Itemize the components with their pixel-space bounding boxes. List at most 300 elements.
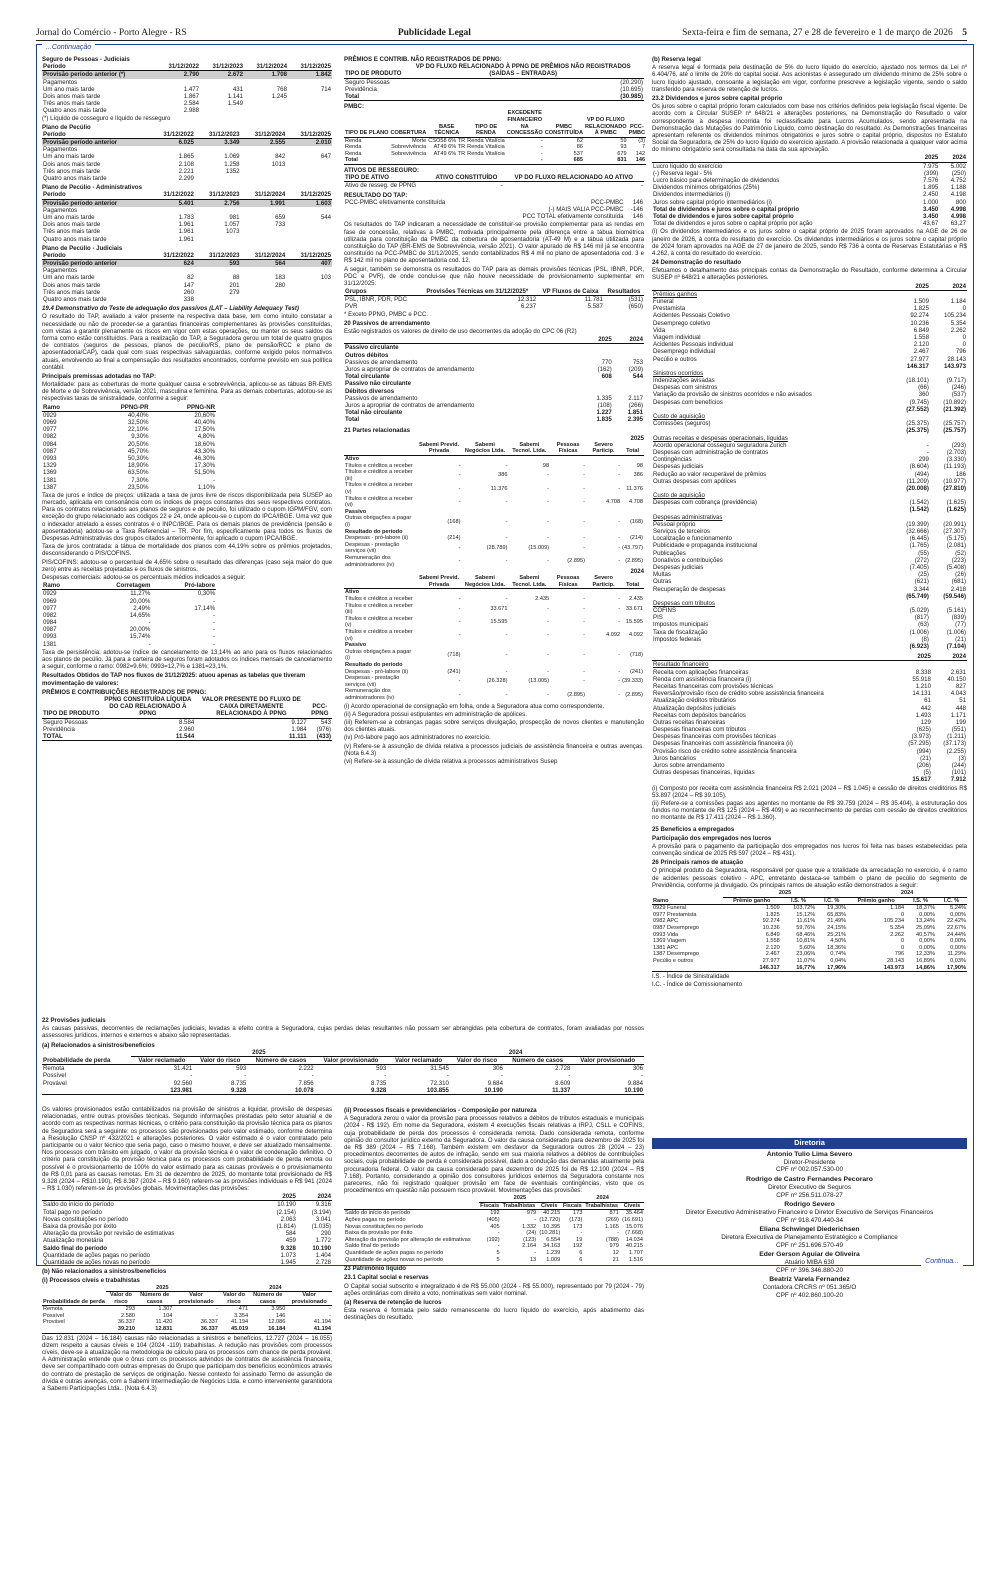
table-row xyxy=(652,676,967,683)
table-header-cell xyxy=(344,442,417,456)
table-cell: 59,76% xyxy=(796,924,816,931)
table-cell: 22,67% xyxy=(947,924,966,931)
table-cell: 1.558 xyxy=(913,333,929,341)
table-cell: (26) xyxy=(955,571,966,579)
table-cell: 338 xyxy=(183,296,194,303)
table-cell xyxy=(582,380,613,387)
table-cell: Redução ao valor recuperável de prêmios xyxy=(653,470,767,478)
table-row xyxy=(42,289,332,296)
table-row xyxy=(344,1243,644,1250)
table-cell: PCC-PMBC efetivamente constituída xyxy=(345,198,446,206)
table-cell: Outras obrigações a pagar (i) xyxy=(345,648,412,662)
table-cell: (1.814) xyxy=(276,1223,296,1230)
table-cell: 10.190 xyxy=(571,1087,644,1095)
table-cell: 40,57% xyxy=(916,931,935,938)
table-cell: Localização e funcionamento xyxy=(653,535,732,543)
table-row xyxy=(344,416,644,423)
seguro-judiciais-table xyxy=(42,63,332,114)
director-role: Diretor Executivo de Seguros xyxy=(767,1183,852,1191)
table-cell xyxy=(244,79,288,86)
table-cell: 11,29% xyxy=(947,951,966,958)
table-cell: 1.188 xyxy=(950,184,966,192)
table-cell: 12.831 xyxy=(136,1326,173,1333)
table-cell: Desemprego individual xyxy=(653,348,715,356)
table-cell: - xyxy=(505,498,508,505)
table-cell: 33.671 xyxy=(625,605,643,612)
table-cell: (10.695) xyxy=(620,85,643,93)
table-header-cell: I.S. % xyxy=(781,897,817,905)
table-cell: 23,06% xyxy=(796,951,816,958)
table-row xyxy=(42,93,332,100)
table-cell: Títulos e créditos a receber (v) xyxy=(345,482,413,495)
table-cell xyxy=(613,388,644,395)
table-cell: (43.797) xyxy=(622,545,643,552)
table-cell: 146 xyxy=(632,198,643,206)
table-cell: CSO58 6% TR xyxy=(428,137,466,144)
table-header-cell: Valor reclamado xyxy=(131,1056,194,1064)
table-cell: - xyxy=(458,691,461,698)
table-cell xyxy=(582,388,613,395)
table-cell: 5.354 xyxy=(890,924,905,931)
table-cell: 11.544 xyxy=(100,733,195,741)
table-cell: Total de dividendos e juros sobre o capital próprio xyxy=(653,205,800,213)
table-cell: 40.150 xyxy=(947,675,966,683)
table-cell: 105.234 xyxy=(883,918,905,925)
table-cell: - xyxy=(534,1250,537,1256)
table-cell: (8.604) xyxy=(909,463,929,471)
table-row xyxy=(42,590,216,598)
table-cell: 1.961 xyxy=(178,235,194,243)
table-cell: 5.354 xyxy=(950,319,966,327)
page-header xyxy=(36,28,967,41)
table-row xyxy=(344,303,644,310)
table-cell: - xyxy=(618,462,621,469)
table-row xyxy=(344,352,644,359)
table-cell: 4.092 xyxy=(606,632,621,639)
peculio-title: Plano de Pecúlio xyxy=(42,123,91,131)
reserva-legal-paragraph: A reserva legal é formada pela destinação de 5% do lucro líquido do exercício, ajustado nos termos da Lei nº 6.404/76, até o limite de 20% do capital social. Aos acionistas é assegurado um dividendo mínimo de 25% sobre o lucro líquido ajustado, consoante a legislação em vigor, conforme prescreve a legislação vigente, sendo o saldo transferido para reserva de retenção de lucros. xyxy=(652,64,967,93)
table-cell: Provável xyxy=(43,1319,65,1326)
column-3 xyxy=(652,54,967,990)
table-cell: 186 xyxy=(955,470,966,478)
table-header-cell: 2024 xyxy=(939,154,967,162)
table-row xyxy=(344,542,644,555)
table-row xyxy=(344,1230,644,1237)
table-cell: Ações pagas no período xyxy=(345,1217,406,1224)
table-cell: Quatro anos mais tarde xyxy=(43,175,107,182)
table-header-cell: Corretagem xyxy=(80,582,152,590)
table-cell xyxy=(288,79,332,86)
table-cell: 5,60% xyxy=(799,944,816,951)
table-cell: 12 xyxy=(612,1250,619,1256)
table-cell: 770 xyxy=(601,358,612,366)
table-cell: Passivo xyxy=(345,508,367,515)
table-row xyxy=(42,619,216,626)
table-header-cell: Sabemi Negócios Ltda. xyxy=(461,575,508,589)
table-header-cell: Período xyxy=(42,252,149,260)
table-row xyxy=(652,220,967,227)
table-cell: 2.631 xyxy=(950,668,966,676)
table-row xyxy=(42,1223,332,1230)
table-cell: - xyxy=(618,535,621,542)
table-cell: (537) xyxy=(951,391,966,399)
table-header-cell: Período xyxy=(42,63,156,71)
table-row xyxy=(652,427,967,434)
table-cell: 543 xyxy=(320,718,331,726)
table-header-cell: COBERTURA xyxy=(390,110,428,137)
table-cell xyxy=(930,290,967,298)
table-cell: (3) xyxy=(958,754,966,762)
table-cell xyxy=(461,529,508,536)
table-cell: - xyxy=(540,137,543,144)
table-cell xyxy=(390,157,428,164)
table-cell: 564 xyxy=(241,260,287,268)
table-cell: 1.825 xyxy=(765,911,780,918)
table-cell: Desemprego coletivo xyxy=(653,319,711,327)
ramos-title: 26 Principais ramos de atuação xyxy=(652,859,744,867)
table-row xyxy=(652,571,967,578)
table-cell: - xyxy=(547,472,550,479)
table-row xyxy=(652,499,967,506)
table-cell: Baixa da provisão por êxito xyxy=(345,1230,413,1237)
table-row xyxy=(344,344,644,352)
table-cell: Pecúlio e outros xyxy=(653,355,697,363)
table-cell xyxy=(149,267,195,274)
table-header-cell: Cíveis xyxy=(620,1202,644,1210)
table-cell: 2.117 xyxy=(628,394,643,402)
table-row xyxy=(652,384,967,391)
table-header-cell: Prêmio ganho xyxy=(723,897,781,905)
table-cell xyxy=(417,456,462,463)
table-cell: 981 xyxy=(229,213,240,221)
table-header-row xyxy=(344,174,644,182)
table-header-row xyxy=(344,288,644,296)
table-cell: 360 xyxy=(918,391,929,399)
resultado-tap-table xyxy=(344,199,644,221)
director-role: CPF nº 918.470.440-34 xyxy=(776,1216,843,1224)
table-cell: Serviços de terceiros xyxy=(653,528,710,535)
table-cell xyxy=(582,352,613,359)
table-cell: Custo de aquisição xyxy=(653,413,705,420)
table-cell: Três anos mais tarde xyxy=(43,288,101,296)
table-cell xyxy=(586,456,621,463)
table-cell: (650) xyxy=(628,303,643,311)
table-header-cell: Valor do risco xyxy=(219,1292,249,1306)
table-cell xyxy=(508,589,550,596)
table-cell: 12.312 xyxy=(517,296,537,304)
table-cell: 45,70% xyxy=(127,447,149,455)
table-row xyxy=(42,1209,332,1216)
table-cell: 1.509 xyxy=(765,905,780,912)
table-cell: 9.316 xyxy=(315,1201,331,1209)
table-cell: (108) xyxy=(597,401,612,409)
table-cell: 4.752 xyxy=(950,177,966,184)
table-cell: 3.041 xyxy=(315,1215,331,1223)
wide-right-column xyxy=(344,1105,644,1323)
table-cell: 2.467 xyxy=(913,348,929,356)
table-cell: Recuperação de despesas xyxy=(653,585,726,593)
table-row xyxy=(42,1072,644,1079)
table-cell: 5.002 xyxy=(950,162,966,170)
table-cell: Um ano mais tarde xyxy=(43,85,95,93)
table-cell: - xyxy=(505,652,508,659)
table-row xyxy=(42,199,332,207)
table-cell: - xyxy=(212,640,215,648)
table-cell xyxy=(893,514,930,521)
director-role: CPF nº 251.696.570-49 xyxy=(776,1241,843,1249)
table-cell: (976) xyxy=(316,725,331,733)
table-cell: (817) xyxy=(914,614,929,622)
table-cell: 18,36% xyxy=(827,944,847,951)
table-cell: 15,12% xyxy=(796,911,816,918)
table-header-cell: Valor do risco xyxy=(450,1056,504,1064)
table-row xyxy=(344,151,646,158)
table-header-row xyxy=(652,283,967,291)
table-header-cell xyxy=(344,575,417,589)
dre-paragraph: Efetuamos o detalhamento das principais contas da Demonstração do Resultado, conforme determina a Circular SUSEP nº 648/21 e alterações posteriores. xyxy=(652,267,967,282)
year-band-cell: 2025 xyxy=(131,1049,388,1057)
table-header-cell: PPNG CONSTITUÍDA LÍQUIDA DO CAD RELACIONADO À PPNG xyxy=(100,696,195,718)
table-cell: 147 xyxy=(183,281,194,289)
table-cell: (6.445) xyxy=(909,535,929,543)
provisoes-judiciais-section xyxy=(42,1015,644,1095)
table-cell: (5.161) xyxy=(946,607,966,615)
table-cell: 3.344 xyxy=(913,585,929,593)
table-header-cell: Fiscais xyxy=(562,1202,582,1209)
table-header-cell: Fiscais xyxy=(480,1202,500,1209)
table-cell: 0969 xyxy=(43,419,57,426)
table-row xyxy=(344,157,646,164)
table-cell: - xyxy=(583,605,586,612)
table-cell: 1.335 xyxy=(596,394,612,402)
table-cell: 146 xyxy=(276,1312,286,1319)
table-cell: 24,44% xyxy=(947,931,966,938)
table-cell: (16.691) xyxy=(622,1217,643,1224)
table-cell: Taxa de fiscalização xyxy=(653,628,708,636)
table-cell: Viagem individual xyxy=(653,333,701,341)
table-cell xyxy=(893,370,930,377)
table-cell: Passivo não circulante xyxy=(345,380,412,388)
table-cell: 32,50% xyxy=(127,419,149,426)
table-cell xyxy=(508,509,550,516)
table-cell: 0,00% xyxy=(950,938,966,945)
table-cell: 1.783 xyxy=(178,213,194,221)
table-cell xyxy=(286,267,332,274)
table-cell: 8.609 xyxy=(555,1079,571,1087)
table-row xyxy=(344,1210,644,1217)
table-header-cell: TIPO DE PLANO xyxy=(344,110,390,137)
resultado-tap-paragraph: Os resultados do TAP indicaram a necessidade de constituir-se provisão complementar para as rendas em fase de concessão, relativas à PMBC, motivada principalmente pela diferença entre a tábua biométrica utilizada para constituição da PMBC da cobertura de aposentadoria (AT-49 M) e a tábua utilizada para constituição do TAP (BR-EMS de Sobrevivência, versão 2021). O valor apurado de R$ 146 mil já se encontra constituído na PCC-PMBC de 31/12/2025, sendo contabilizados R$ 4 mil no plano de aposentadoria cod. 3 e R$ 142 mil no plano de aposentadoria cod. 12. xyxy=(344,221,644,265)
table-cell: Provisão período anterior xyxy=(42,199,149,207)
table-row xyxy=(652,690,967,697)
table-row xyxy=(652,621,967,628)
table-row xyxy=(652,600,967,607)
table-cell: Receitas com depósitos bancários xyxy=(653,711,746,719)
table-cell: Despesas judiciais xyxy=(653,563,704,571)
table-cell: Provisão período anterior (*) xyxy=(42,71,156,79)
resultado-financeiro-notes xyxy=(652,785,967,822)
table-cell xyxy=(344,206,484,213)
table-cell: Seguro Pessoas xyxy=(345,78,390,86)
table-cell: Total xyxy=(344,157,390,164)
table-cell xyxy=(241,289,287,296)
persistencia-paragraph: Taxa de persistência: adotou-se índice de cancelamento de 13,14% ao ano para os fluxos relacionados aos planos de pecúlio. Já para a carteira de seguros foram adotados os índices mensais de cancelamento a seguir, conforme o ramo: 0982=9,6%; 0993=12,7% e 1381=23,1%. xyxy=(42,648,332,671)
director-name: Eliana Schwingel Diederichsen xyxy=(759,1226,860,1234)
note-line: (i) Acordo operacional de consignação em folha, onde a Seguradora atua como correspondente. xyxy=(344,702,605,710)
table-cell: Quatro anos mais tarde xyxy=(43,296,107,303)
table-row xyxy=(42,1313,332,1320)
nao-registrados-table xyxy=(344,63,644,101)
table-cell: 45.019 xyxy=(219,1326,249,1333)
table-row xyxy=(652,521,967,528)
table-cell: 36.337 xyxy=(200,1319,218,1326)
premissas-title: Principais premissas adotadas no TAP: xyxy=(42,372,157,380)
table-cell: 55.918 xyxy=(912,675,931,683)
table-row xyxy=(652,290,967,298)
diretoria-block xyxy=(652,1138,967,1300)
table-row xyxy=(652,762,967,769)
table-cell: - xyxy=(583,596,586,603)
table-cell: 15.595 xyxy=(490,619,508,626)
table-cell: AT49 6% TR xyxy=(433,144,466,151)
table-cell: Resultado do período xyxy=(345,528,403,535)
table-cell: Remuneração dos administradores (iv) xyxy=(345,688,395,701)
year-band-cell: 2024 xyxy=(561,1195,644,1202)
table-cell: 22,10% xyxy=(127,426,149,434)
table-cell xyxy=(195,207,241,214)
table-row xyxy=(652,334,967,341)
table-cell: (5.175) xyxy=(946,535,966,543)
table-cell: 103.855 xyxy=(387,1087,450,1095)
capital-paragraph: O Capital social subscrito e integralizado é de R$ 55.000 (2024 - R$ 55.000), representado por 79 (2024 - 79) ações ordinárias com direito a voto, nominativas sem valor nominal. xyxy=(344,1282,644,1297)
table-cell: 5.401 xyxy=(149,199,195,207)
table-cell: Total de dividendos e juros sobre capital próprio xyxy=(653,212,794,220)
table-cell xyxy=(200,107,244,114)
table-cell xyxy=(613,352,644,359)
table-cell: 2.435 xyxy=(535,596,550,603)
table-cell: 105.234 xyxy=(943,312,966,320)
table-cell: (1.542) xyxy=(909,499,929,507)
table-cell: 0977 Prestamista xyxy=(653,911,697,918)
table-cell: (25) xyxy=(918,571,929,579)
table-header-cell: Sabemi Tecnol. Ltda. xyxy=(508,442,550,456)
table-cell: (3.330) xyxy=(946,456,966,464)
table-cell: 20,00% xyxy=(129,626,151,634)
premissas-paragraph: Mortalidade: para as coberturas de morte qualquer causa e sobrevivência, aplicou-se as tábuas BR-EMS de Morte e de Sobrevivência, versão 2021, masculina e feminina. Para as demais coberturas, adotou-se as respectivas taxas de sinistralidade, conforme a seguir: xyxy=(42,381,332,403)
table-header-cell: Número de casos xyxy=(504,1056,571,1064)
provisoes-judiciais-table xyxy=(42,1049,644,1095)
table-row xyxy=(344,535,644,542)
table-row xyxy=(42,726,332,733)
table-cell: 146 xyxy=(628,157,646,164)
table-cell: (55) xyxy=(918,549,929,557)
table-cell: (7.668) xyxy=(625,1230,643,1237)
table-row xyxy=(652,629,967,636)
table-cell: Passivo xyxy=(345,642,367,649)
table-cell: 11.111 xyxy=(195,733,307,741)
table-row xyxy=(344,688,644,701)
column-2 xyxy=(344,54,644,766)
table-cell: 1.984 xyxy=(291,725,307,733)
table-cell: Débitos diversos xyxy=(345,387,395,395)
table-row xyxy=(652,391,967,398)
table-cell: 1387 xyxy=(43,483,57,491)
table-cell: 5 xyxy=(496,1256,500,1263)
table-cell: 0,30% xyxy=(197,590,215,598)
ramos-paragraph: O principal produto da Seguradora, responsável por quase que a totalidade da arrecadação no exercício, é o ramo de acidentes pessoais coletivo - APC, entretanto destaca-se também o plano de pecúlio do segmento de Previdência, conforme já divulgado. Os principais ramos de atuação estão demonstrados a seguir: xyxy=(652,867,967,889)
table-cell: 1.865 xyxy=(178,153,194,161)
table-row xyxy=(652,669,967,676)
table-cell: Possível xyxy=(43,1072,67,1080)
table-cell: Sinistros ocorridos xyxy=(653,369,704,377)
table-cell: 6.554 xyxy=(546,1236,561,1243)
table-header-row xyxy=(42,1292,332,1306)
table-cell: 0977 xyxy=(43,604,57,612)
table-cell: Prestamista xyxy=(653,305,686,313)
table-cell: (433) xyxy=(308,733,332,741)
partes-year-2025: 2025 xyxy=(630,434,644,442)
table-cell xyxy=(930,370,967,377)
table-cell: (66) xyxy=(918,384,929,392)
table-cell: 0982 xyxy=(43,611,57,619)
table-header-cell: ATIVO CONSTITUÍDO xyxy=(429,174,503,182)
table-cell: Outras receitas e despesas operacionais, líquidas xyxy=(653,434,788,442)
table-cell: 59 xyxy=(620,137,627,144)
table-header-cell: 31/12/2024 xyxy=(241,131,287,139)
table-cell: 15.595 xyxy=(625,619,643,626)
table-row xyxy=(652,327,967,334)
table-cell: 46,30% xyxy=(194,454,215,462)
table-cell: 41.194 xyxy=(313,1319,331,1326)
table-cell: 17,14% xyxy=(194,604,215,612)
table-cell: 1.165 xyxy=(604,1223,619,1230)
table-header-cell: 2025 xyxy=(912,154,940,162)
table-note: (*) Líquido de cosseguro e líquido de resseguro xyxy=(42,114,171,122)
table-cell: 2.010 xyxy=(286,139,332,147)
table-cell: 4.198 xyxy=(950,191,966,199)
table-cell: Total não circulante xyxy=(345,409,403,417)
table-cell: 6.237 xyxy=(520,303,537,311)
table-row xyxy=(42,441,216,448)
table-row xyxy=(652,206,967,213)
table-row xyxy=(344,509,644,516)
table-cell: - xyxy=(212,619,215,627)
table-row xyxy=(652,932,967,939)
table-cell: Quantidade de ações pagas no período xyxy=(43,1251,151,1259)
table-cell: - xyxy=(547,691,550,698)
table-cell: Morte xyxy=(411,137,427,144)
year-band-cell xyxy=(42,1049,131,1057)
fiscais-title: (ii) Processos fiscais e previdenciários - Composição por natureza xyxy=(344,1107,537,1114)
table-cell: Custo de aquisição xyxy=(653,492,705,500)
table-row xyxy=(344,1217,644,1224)
table-cell: 9.884 xyxy=(627,1079,643,1087)
table-cell: (214) xyxy=(629,535,643,542)
table-cell: Despesas financeiras com assistência financeira (ii) xyxy=(653,740,793,748)
table-cell: - xyxy=(583,518,586,525)
table-header-row xyxy=(344,442,644,456)
table-cell: 1.772 xyxy=(315,1237,331,1245)
table-cell: Baixa da provisão por êxito xyxy=(43,1223,117,1230)
table-cell: 11.420 xyxy=(155,1319,173,1326)
table-cell: (5.029) xyxy=(909,607,929,615)
continuation-bottom: Continua... xyxy=(921,1258,963,1266)
table-cell xyxy=(652,485,893,492)
table-cell: 39.210 xyxy=(106,1326,136,1333)
year-band-row xyxy=(652,890,967,897)
table-cell: 72.310 xyxy=(430,1079,449,1087)
table-cell: 448 xyxy=(955,704,966,712)
